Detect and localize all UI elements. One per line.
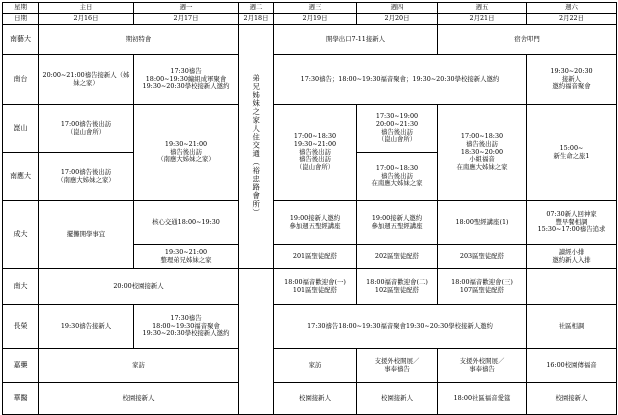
chengda-sun: 擺攤開學事宜 [39,201,134,269]
changrong-sun: 19:30禱告接新人 [39,305,134,349]
huayi-thu: 校園接新人 [357,383,438,415]
date-label: 日期 [3,14,39,25]
nanda-fri [438,269,527,305]
row-label-huayi: 華醫 [3,383,39,415]
weekday-wed: 週三 [274,3,357,14]
kunshan-thu [357,105,438,153]
nanda-fri-line: 107區聖徒配搭 [459,285,505,294]
jiayao-fri [438,349,527,383]
chengda-wed-line: 19:00接新人邀約 [289,213,341,222]
kunshan-wed-line: 17:00~18:30 [293,131,337,140]
kunshan-thu-line: 20:00~21:30 [375,119,419,128]
row-changrong [3,305,617,349]
huayi-wed: 校園接新人 [274,383,357,415]
changrong-mon-line: 17:30禱告 [170,313,202,322]
row-jiayao [3,349,617,383]
nanda-wed-line: 101區聖徒配搭 [292,285,338,294]
weekday-sun: 主日 [39,3,134,14]
row-nanda [3,269,617,305]
nanda-fri-line: 18:00福音歡迎會(三) [451,277,513,286]
row-label-kunshan: 崑山 [3,105,39,153]
nanying-sun [39,153,134,201]
date-sun: 2月16日 [39,14,134,25]
chengda-sat-line: 07:30新人回神家 [546,209,597,218]
row-label-nanyi: 南藝大 [3,25,39,55]
nantai-sun: 20:00~21:00禱告接新人（姊妹之家） [39,55,134,105]
huayi-fri: 18:00社區福音愛筵 [438,383,527,415]
nanda-thu-line: 18:00福音歡迎會(二) [366,277,428,286]
jiayao-sun-mon: 家訪 [39,349,239,383]
chengda-sat-b-line: 邀約新人入排 [552,255,591,264]
date-sat: 2月22日 [527,14,617,25]
schedule-table [2,2,617,415]
changrong-sat: 社區相調 [527,305,617,349]
header-weekday-row [3,3,617,14]
huayi-sun-mon: 校園接新人 [39,383,239,415]
header-date-row [3,14,617,25]
nanyi-fri-sat: 宿舍叩門 [438,25,617,55]
changrong-mon-line: 19:30~20:30學校接新人邀約 [142,329,230,338]
jiayao-fri-line: 事奉禱告 [469,364,495,373]
kunshan-wed-line: 禱告後出訪 [299,147,331,156]
changrong-wed-fri: 17:30禱告18:00~19:30福音聚會19:30~20:30學校接新人邀約 [274,305,527,349]
chengda-thu-line: 19:00接新人邀約 [371,213,423,222]
row-kunshan [3,105,617,153]
weekday-tue: 週二 [239,3,274,14]
chengda-fri-b: 203區聖徒配搭 [438,245,527,269]
nantai-sat [527,55,617,105]
nantai-sat-line: 19:30~20:30 [550,66,593,75]
tuesday-empty [239,269,274,415]
fri-visit-line: 18:30~20:00 [460,147,504,156]
chengda-fri-a: 18:00聖經講座(1) [438,201,527,245]
weekday-label: 星期 [3,3,39,14]
jiayao-wed: 家訪 [274,349,357,383]
weekday-sat: 週六 [527,3,617,14]
kunshan-sun-line: （崑山會所） [66,127,106,136]
mon-visit-line: （南應大姊妹之家） [157,155,215,164]
kunshan-wed-line: 19:30~21:00 [293,139,337,148]
nanda-wed [274,269,357,305]
chengda-wed-a [274,201,357,245]
nanying-thu-line: 禱告後出訪 [381,171,413,180]
nanda-sat [527,269,617,305]
nanying-thu [357,153,438,201]
jiayao-sat: 16:00校園傳福音 [527,349,617,383]
nanyi-wed-thu: 開學出口7-11接新人 [274,25,438,55]
nanying-thu-line: 在南應大姊妹之家 [371,179,423,188]
nanda-sun-mon: 20:00校園接新人 [39,269,239,305]
jiayao-thu-line: 支援外校開展／ [374,356,420,365]
tuesday-note: 弟兄姊妹之家人住交通（裕忠路會所） [251,73,261,217]
kunshan-nanying-mon [134,105,239,201]
chengda-sat-b [527,245,617,269]
kunshan-thu-line: （崑山會所） [377,135,417,144]
kunshan-wed [274,105,357,201]
chengda-mon-a: 核心交通18:00~19:30 [134,201,239,245]
weekday-thu: 週四 [357,3,438,14]
date-tue: 2月18日 [239,14,274,25]
row-label-nantai: 南台 [3,55,39,105]
nanying-sun-line: （南應大姊妹之家） [57,175,115,184]
chengda-sat-line: 15:30~17:00禱告追求 [537,225,606,234]
kunshan-sun-line: 17:00禱告後出訪 [60,119,112,128]
jiayao-thu-line: 事奉禱告 [384,364,410,373]
chengda-thu-line: 參加週五聖經講座 [371,221,423,230]
nanda-wed-line: 18:00福音歡迎會(一) [284,277,346,286]
chengda-thu-a [357,201,438,245]
row-label-chengda: 成大 [3,201,39,269]
nanyi-sun-mon: 期初特會 [39,25,239,55]
nantai-mon-line: 19:30~20:30學校接新人邀約 [142,82,230,91]
row-huayi [3,383,617,415]
chengda-wed-b: 201區聖徒配搭 [274,245,357,269]
row-label-jiayao: 嘉藥 [3,349,39,383]
nantai-sat-line: 邀約福音聚會 [552,82,591,91]
row-label-changrong: 長榮 [3,305,39,349]
kunshan-wed-line: （崑山會所） [295,163,335,172]
kunshan-thu-line: 禱告後出訪 [381,127,413,136]
kunshan-sun [39,105,134,153]
kunshan-thu-line: 17:30~19:00 [375,111,419,120]
tuesday-merged-cell [239,25,274,269]
fri-visit-line: 在南應大姊妹之家 [456,163,508,172]
kunshan-wed-line: 禱告後出訪 [299,155,331,164]
jiayao-fri-line: 支援外校開展／ [459,356,505,365]
nanying-sun-line: 17:00禱告後出訪 [60,167,112,176]
row-nanyi [3,25,617,55]
date-thu: 2月20日 [357,14,438,25]
fri-visit-line: 小組福音 [469,155,495,164]
chengda-sat-a [527,201,617,245]
fri-visit-line: 17:00~18:30 [460,131,504,140]
chengda-mon-b [134,245,239,269]
nantai-mon [134,55,239,105]
row-label-nanda: 南大 [3,269,39,305]
changrong-mon [134,305,239,349]
mon-visit-line: 19:30~21:00 [164,139,208,148]
date-fri: 2月21日 [438,14,527,25]
nantai-wed-fri: 17:30禱告；18:00~19:30福音聚會；19:30~20:30學校接新人邀約 [274,55,527,105]
date-mon: 2月17日 [134,14,239,25]
nanda-thu-line: 102區聖徒配搭 [374,285,420,294]
chengda-thu-b: 202區聖徒配搭 [357,245,438,269]
chengda-mon-line: 19:30~21:00 [164,247,208,256]
row-chengda [3,201,617,245]
fri-visit-line: 禱告後出訪 [466,139,498,148]
weekday-mon: 週一 [134,3,239,14]
nantai-mon-line: 18:00~19:30編組成軍聚會 [145,74,227,83]
nanying-thu-line: 17:00~18:30 [375,163,419,172]
sat-visit-line: 新生命之旅1 [553,151,590,160]
chengda-sat-line: 豐早餐相調 [555,217,588,226]
kunshan-nanying-sat [527,105,617,201]
mon-visit-line: 禱告後出訪 [170,147,202,156]
jiayao-thu [357,349,438,383]
changrong-mon-line: 18:00~19:30福音聚會 [152,321,220,330]
row-nantai [3,55,617,105]
nanda-thu [357,269,438,305]
kunshan-nanying-fri [438,105,527,201]
weekday-fri: 週五 [438,3,527,14]
chengda-sat-b-line: 讀經小排 [558,247,585,256]
sat-visit-line: 15:00~ [559,143,584,152]
chengda-mon-line: 整理弟兄姊妹之家 [160,255,212,264]
date-wed: 2月19日 [274,14,357,25]
nantai-sat-line: 接新人 [561,74,582,83]
row-label-nanying: 南應大 [3,153,39,201]
huayi-sat: 校園接新人 [527,383,617,415]
nantai-mon-line: 17:30禱告 [170,66,202,75]
chengda-wed-line: 參加週五聖經講座 [289,221,341,230]
